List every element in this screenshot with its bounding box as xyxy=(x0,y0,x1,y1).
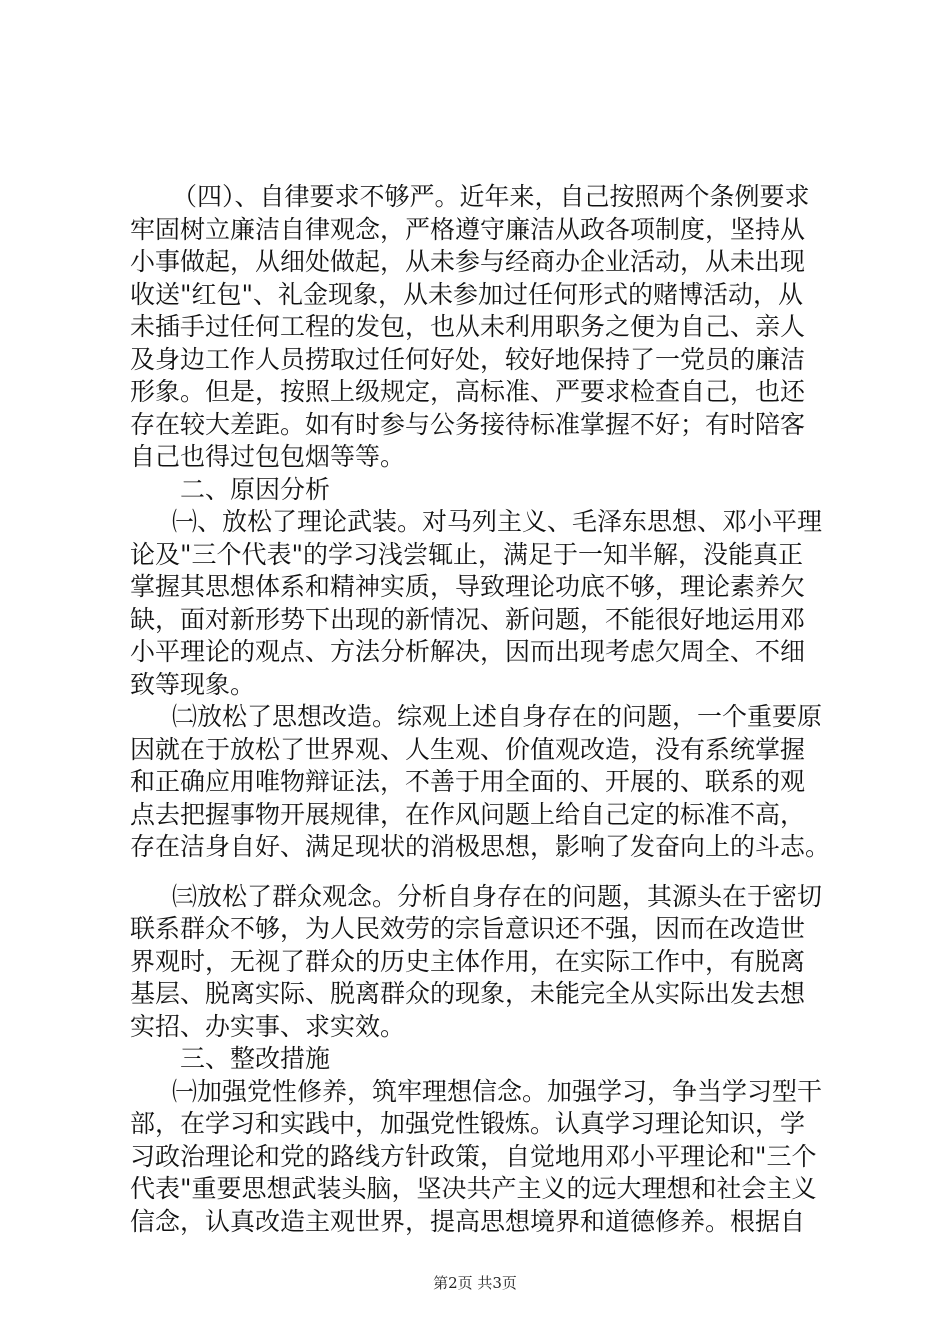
text-line: 三、整改措施 xyxy=(180,1044,331,1073)
text-line: 致等现象。 xyxy=(130,670,256,699)
text-line: 因就在于放松了世界观、人生观、价值观改造，没有系统掌握 xyxy=(130,735,806,764)
text-line: 未插手过任何工程的发包，也从未利用职务之便为自己、亲人 xyxy=(130,312,806,341)
text-line: 牢固树立廉洁自律观念，严格遵守廉洁从政各项制度，坚持从 xyxy=(130,215,806,244)
text-line: 界观时，无视了群众的历史主体作用，在实际工作中，有脱离 xyxy=(130,947,806,976)
text-line: 信念，认真改造主观世界，提高思想境界和道德修养。根据自 xyxy=(130,1207,806,1236)
text-line: 和正确应用唯物辩证法，不善于用全面的、开展的、联系的观 xyxy=(130,767,806,796)
text-line: ㈠、放松了理论武装。对马列主义、毛泽东思想、邓小平理 xyxy=(172,507,823,536)
text-line: 自己也得过包包烟等等。 xyxy=(130,442,406,471)
text-line: 及身边工作人员捞取过任何好处，较好地保持了一党员的廉洁 xyxy=(130,345,806,374)
text-line: 基层、脱离实际、脱离群众的现象，未能完全从实际出发去想 xyxy=(130,979,806,1008)
text-line: 代表"重要思想武装头脑，坚决共产主义的远大理想和社会主义 xyxy=(130,1174,817,1203)
text-line: ㈢放松了群众观念。分析自身存在的问题，其源头在于密切 xyxy=(172,882,823,911)
text-line: 点去把握事物开展规律，在作风问题上给自己定的标准不高， xyxy=(130,800,806,829)
text-line: 收送"红包"、礼金现象，从未参加过任何形式的赌博活动，从 xyxy=(130,280,804,309)
text-line: 习政治理论和党的路线方针政策，自觉地用邓小平理论和"三个 xyxy=(130,1142,817,1171)
text-line: 小事做起，从细处做起，从未参与经商办企业活动，从未出现 xyxy=(130,247,806,276)
text-line: 部，在学习和实践中，加强党性锻炼。认真学习理论知识，学 xyxy=(130,1109,806,1138)
text-line: 论及"三个代表"的学习浅尝辄止，满足于一知半解，没能真正 xyxy=(130,540,804,569)
text-line: （四）、自律要求不够严。近年来，自己按照两个条例要求 xyxy=(172,182,810,211)
text-line: 小平理论的观点、方法分析解决，因而出现考虑欠周全、不细 xyxy=(130,637,806,666)
text-line: 掌握其思想体系和精神实质，导致理论功底不够，理论素养欠 xyxy=(130,572,806,601)
text-line: 实招、办实事、求实效。 xyxy=(130,1012,406,1041)
text-line: ㈡放松了思想改造。综观上述自身存在的问题，一个重要原 xyxy=(172,702,823,731)
text-line: 缺，面对新形势下出现的新情况、新问题，不能很好地运用邓 xyxy=(130,605,806,634)
text-line: 形象。但是，按照上级规定，高标准、严要求检查自己，也还 xyxy=(130,377,806,406)
text-line: 联系群众不够，为人民效劳的宗旨意识还不强，因而在改造世 xyxy=(130,914,806,943)
text-line: 存在洁身自好、满足现状的消极思想，影响了发奋向上的斗志。 xyxy=(130,832,831,861)
text-line: ㈠加强党性修养，筑牢理想信念。加强学习，争当学习型干 xyxy=(172,1077,823,1106)
text-line: 二、原因分析 xyxy=(180,475,331,504)
page-footer: 第2页 共3页 xyxy=(433,1274,517,1292)
text-line: 存在较大差距。如有时参与公务接待标准掌握不好；有时陪客 xyxy=(130,410,806,439)
